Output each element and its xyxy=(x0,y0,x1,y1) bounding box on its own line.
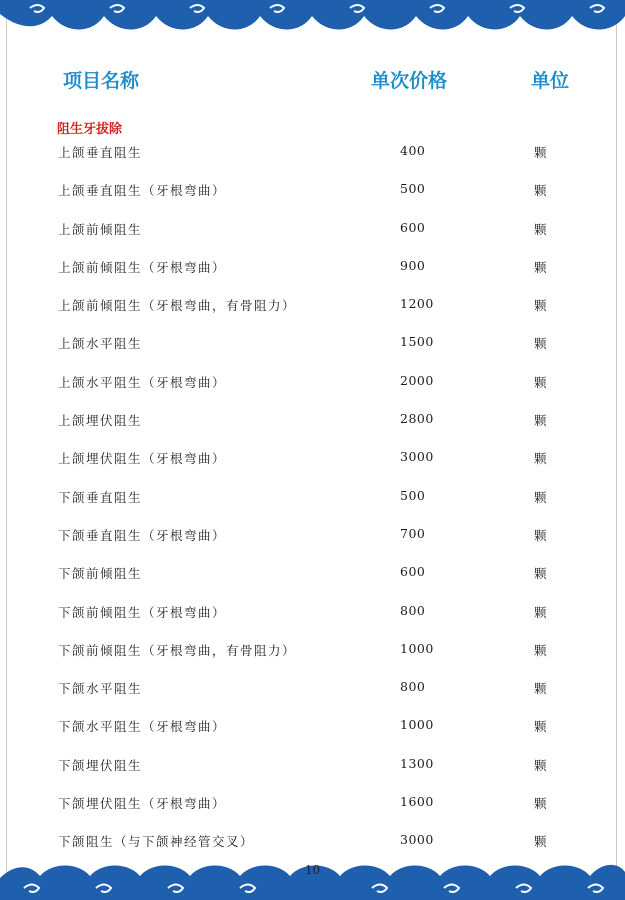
item-unit: 颗 xyxy=(534,604,549,620)
item-price: 1200 xyxy=(400,296,434,312)
item-name: 下颌埋伏阻生（牙根弯曲） xyxy=(58,796,227,812)
item-unit: 颗 xyxy=(534,145,549,160)
item-price: 1000 xyxy=(400,640,434,656)
item-name: 上颌前倾阻生（牙根弯曲，有骨阻力） xyxy=(58,298,297,314)
item-price: 800 xyxy=(400,602,426,618)
table-row xyxy=(0,143,625,181)
item-name: 下颌前倾阻生（牙根弯曲） xyxy=(58,604,227,620)
item-unit: 颗 xyxy=(534,566,549,582)
item-name: 下颌垂直阻生（牙根弯曲） xyxy=(58,527,227,543)
item-price: 1300 xyxy=(400,755,434,771)
item-price: 600 xyxy=(400,219,426,235)
table-row xyxy=(0,641,625,679)
item-price: 2800 xyxy=(400,411,434,427)
item-unit: 颗 xyxy=(534,489,549,505)
item-unit: 颗 xyxy=(534,796,549,812)
item-name: 下颌前倾阻生 xyxy=(58,566,143,582)
item-unit: 颗 xyxy=(534,681,549,697)
table-row xyxy=(0,717,625,755)
item-unit: 颗 xyxy=(534,298,549,314)
item-unit: 颗 xyxy=(534,527,549,543)
table-row xyxy=(0,679,625,717)
table-row xyxy=(0,794,625,832)
table-row xyxy=(0,181,625,219)
item-name: 上颌前倾阻生 xyxy=(58,221,143,237)
table-row xyxy=(0,373,625,411)
header-unit-price: 单次价格 xyxy=(371,70,448,92)
item-price: 3000 xyxy=(400,449,434,465)
item-name: 下颌阻生（与下颌神经管交叉） xyxy=(58,834,255,850)
item-name: 上颌垂直阻生 xyxy=(58,145,143,160)
item-unit: 颗 xyxy=(534,642,549,658)
item-price: 700 xyxy=(400,525,426,541)
table-row xyxy=(0,411,625,449)
item-unit: 颗 xyxy=(534,336,549,352)
table-row xyxy=(0,449,625,487)
item-price: 1600 xyxy=(400,794,434,810)
item-price: 900 xyxy=(400,257,426,273)
item-unit: 颗 xyxy=(534,374,549,390)
section-title: 阻生牙拔除 xyxy=(57,122,123,137)
item-unit: 颗 xyxy=(534,757,549,773)
header-unit: 单位 xyxy=(531,70,570,92)
page-number: 10 xyxy=(304,863,321,877)
table-row xyxy=(0,334,625,372)
item-name: 下颌水平阻生（牙根弯曲） xyxy=(58,719,227,735)
item-unit: 颗 xyxy=(534,221,549,237)
top-wave-border xyxy=(0,0,625,40)
item-unit: 颗 xyxy=(534,183,549,199)
item-price: 500 xyxy=(400,487,426,503)
item-name: 下颌埋伏阻生 xyxy=(58,757,143,773)
item-unit: 颗 xyxy=(534,719,549,735)
item-name: 上颌埋伏阻生 xyxy=(58,413,143,429)
item-price: 800 xyxy=(400,679,426,695)
item-price: 3000 xyxy=(400,832,434,848)
item-price: 400 xyxy=(400,143,426,158)
item-price: 500 xyxy=(400,181,426,197)
item-name: 上颌前倾阻生（牙根弯曲） xyxy=(58,259,227,275)
item-name: 上颌垂直阻生（牙根弯曲） xyxy=(58,183,227,199)
item-name: 下颌前倾阻生（牙根弯曲，有骨阻力） xyxy=(58,642,297,658)
item-name: 下颌垂直阻生 xyxy=(58,489,143,505)
table-row xyxy=(0,603,625,641)
item-unit: 颗 xyxy=(534,834,549,850)
table-row xyxy=(0,564,625,602)
item-unit: 颗 xyxy=(534,259,549,275)
item-unit: 颗 xyxy=(534,451,549,467)
item-name: 上颌水平阻生（牙根弯曲） xyxy=(58,374,227,390)
table-row xyxy=(0,756,625,794)
item-price: 1000 xyxy=(400,717,434,733)
table-row xyxy=(0,296,625,334)
item-name: 上颌埋伏阻生（牙根弯曲） xyxy=(58,451,227,467)
table-row xyxy=(0,526,625,564)
table-row xyxy=(0,488,625,526)
item-price: 600 xyxy=(400,564,426,580)
price-list xyxy=(0,143,625,871)
table-row xyxy=(0,258,625,296)
item-name: 下颌水平阻生 xyxy=(58,681,143,697)
item-price: 2000 xyxy=(400,372,434,388)
item-name: 上颌水平阻生 xyxy=(58,336,143,352)
item-unit: 颗 xyxy=(534,413,549,429)
header-item-name: 项目名称 xyxy=(63,70,140,92)
table-header xyxy=(0,66,625,96)
table-row xyxy=(0,220,625,258)
item-price: 1500 xyxy=(400,334,434,350)
